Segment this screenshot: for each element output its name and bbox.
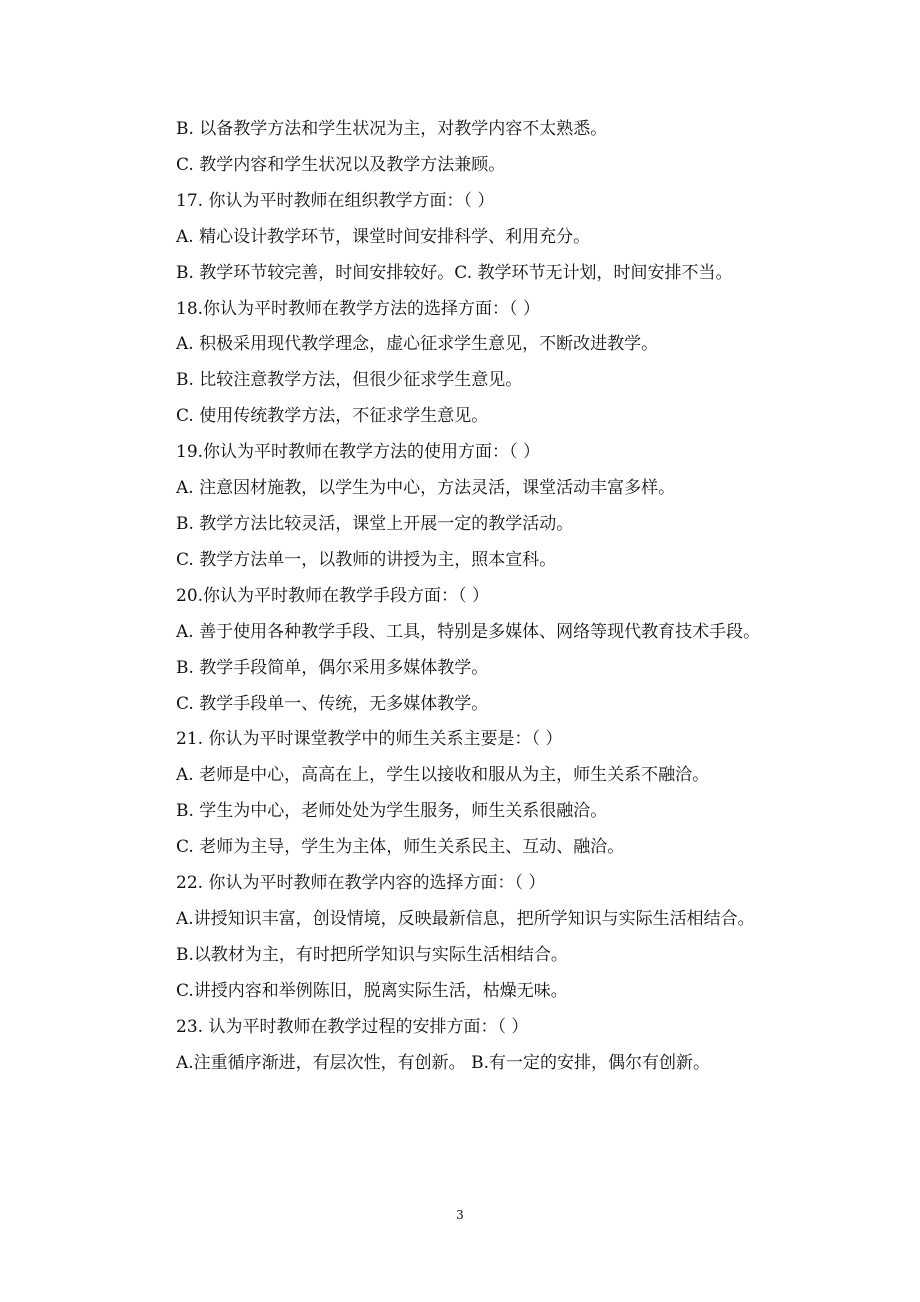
option-c-22: C.讲授内容和举例陈旧，脱离实际生活，枯燥无味。: [176, 980, 568, 1001]
question-18: 18.你认为平时教师在教学方法的选择方面：（ ）: [176, 298, 540, 319]
question-19: 19.你认为平时教师在教学方法的使用方面：（ ）: [176, 442, 540, 463]
option-b-c-17: B. 教学环节较完善，时间安排较好。C. 教学环节无计划，时间安排不当。: [176, 262, 733, 283]
option-c-19: C. 教学方法单一，以教师的讲授为主，照本宣科。: [176, 549, 557, 570]
document-body: [138, 112, 798, 1081]
option-c-21: C. 老师为主导，学生为主体，师生关系民主、互动、融洽。: [176, 837, 625, 858]
page-number: 3: [456, 1208, 464, 1222]
option-b-22: B.以教材为主，有时把所学知识与实际生活相结合。: [176, 944, 568, 965]
option-c-16: C. 教学内容和学生状况以及教学方法兼顾。: [176, 154, 506, 175]
question-21: 21. 你认为平时课堂教学中的师生关系主要是：（ ）: [176, 729, 563, 750]
question-17: 17. 你认为平时教师在组织教学方面：（ ）: [176, 190, 495, 211]
option-b-18: B. 比较注意教学方法，但很少征求学生意见。: [176, 370, 523, 391]
option-a-22: A.讲授知识丰富，创设情境，反映最新信息，把所学知识与实际生活相结合。: [176, 908, 755, 929]
option-b-16: B. 以备教学方法和学生状况为主，对教学内容不太熟悉。: [176, 119, 608, 139]
option-a-18: A. 积极采用现代教学理念，虚心征求学生意见，不断改进教学。: [176, 334, 659, 355]
option-a-17: A. 精心设计教学环节，课堂时间安排科学、利用充分。: [176, 226, 591, 247]
option-b-19: B. 教学方法比较灵活，课堂上开展一定的教学活动。: [176, 513, 574, 534]
question-22: 22. 你认为平时教师在教学内容的选择方面：（ ）: [176, 873, 546, 894]
option-a-19: A. 注意因材施教，以学生为中心，方法灵活，课堂活动丰富多样。: [176, 478, 676, 499]
option-a-20: A. 善于使用各种教学手段、工具，特别是多媒体、网络等现代教育技术手段。: [176, 621, 761, 642]
option-c-20: C. 教学手段单一、传统，无多媒体教学。: [176, 693, 489, 714]
option-b-21: B. 学生为中心，老师处处为学生服务，师生关系很融洽。: [176, 801, 608, 822]
option-c-18: C. 使用传统教学方法，不征求学生意见。: [176, 406, 489, 427]
question-20: 20.你认为平时教师在教学手段方面：（ ）: [176, 585, 489, 606]
option-a-b-23: A.注重循序渐进，有层次性，有创新。 B.有一定的安排，偶尔有创新。: [176, 1052, 710, 1073]
question-23: 23. 认为平时教师在教学过程的安排方面：（ ）: [176, 1016, 529, 1037]
option-a-21: A. 老师是中心，高高在上，学生以接收和服从为主，师生关系不融洽。: [176, 765, 710, 786]
option-b-20: B. 教学手段简单，偶尔采用多媒体教学。: [176, 657, 489, 678]
